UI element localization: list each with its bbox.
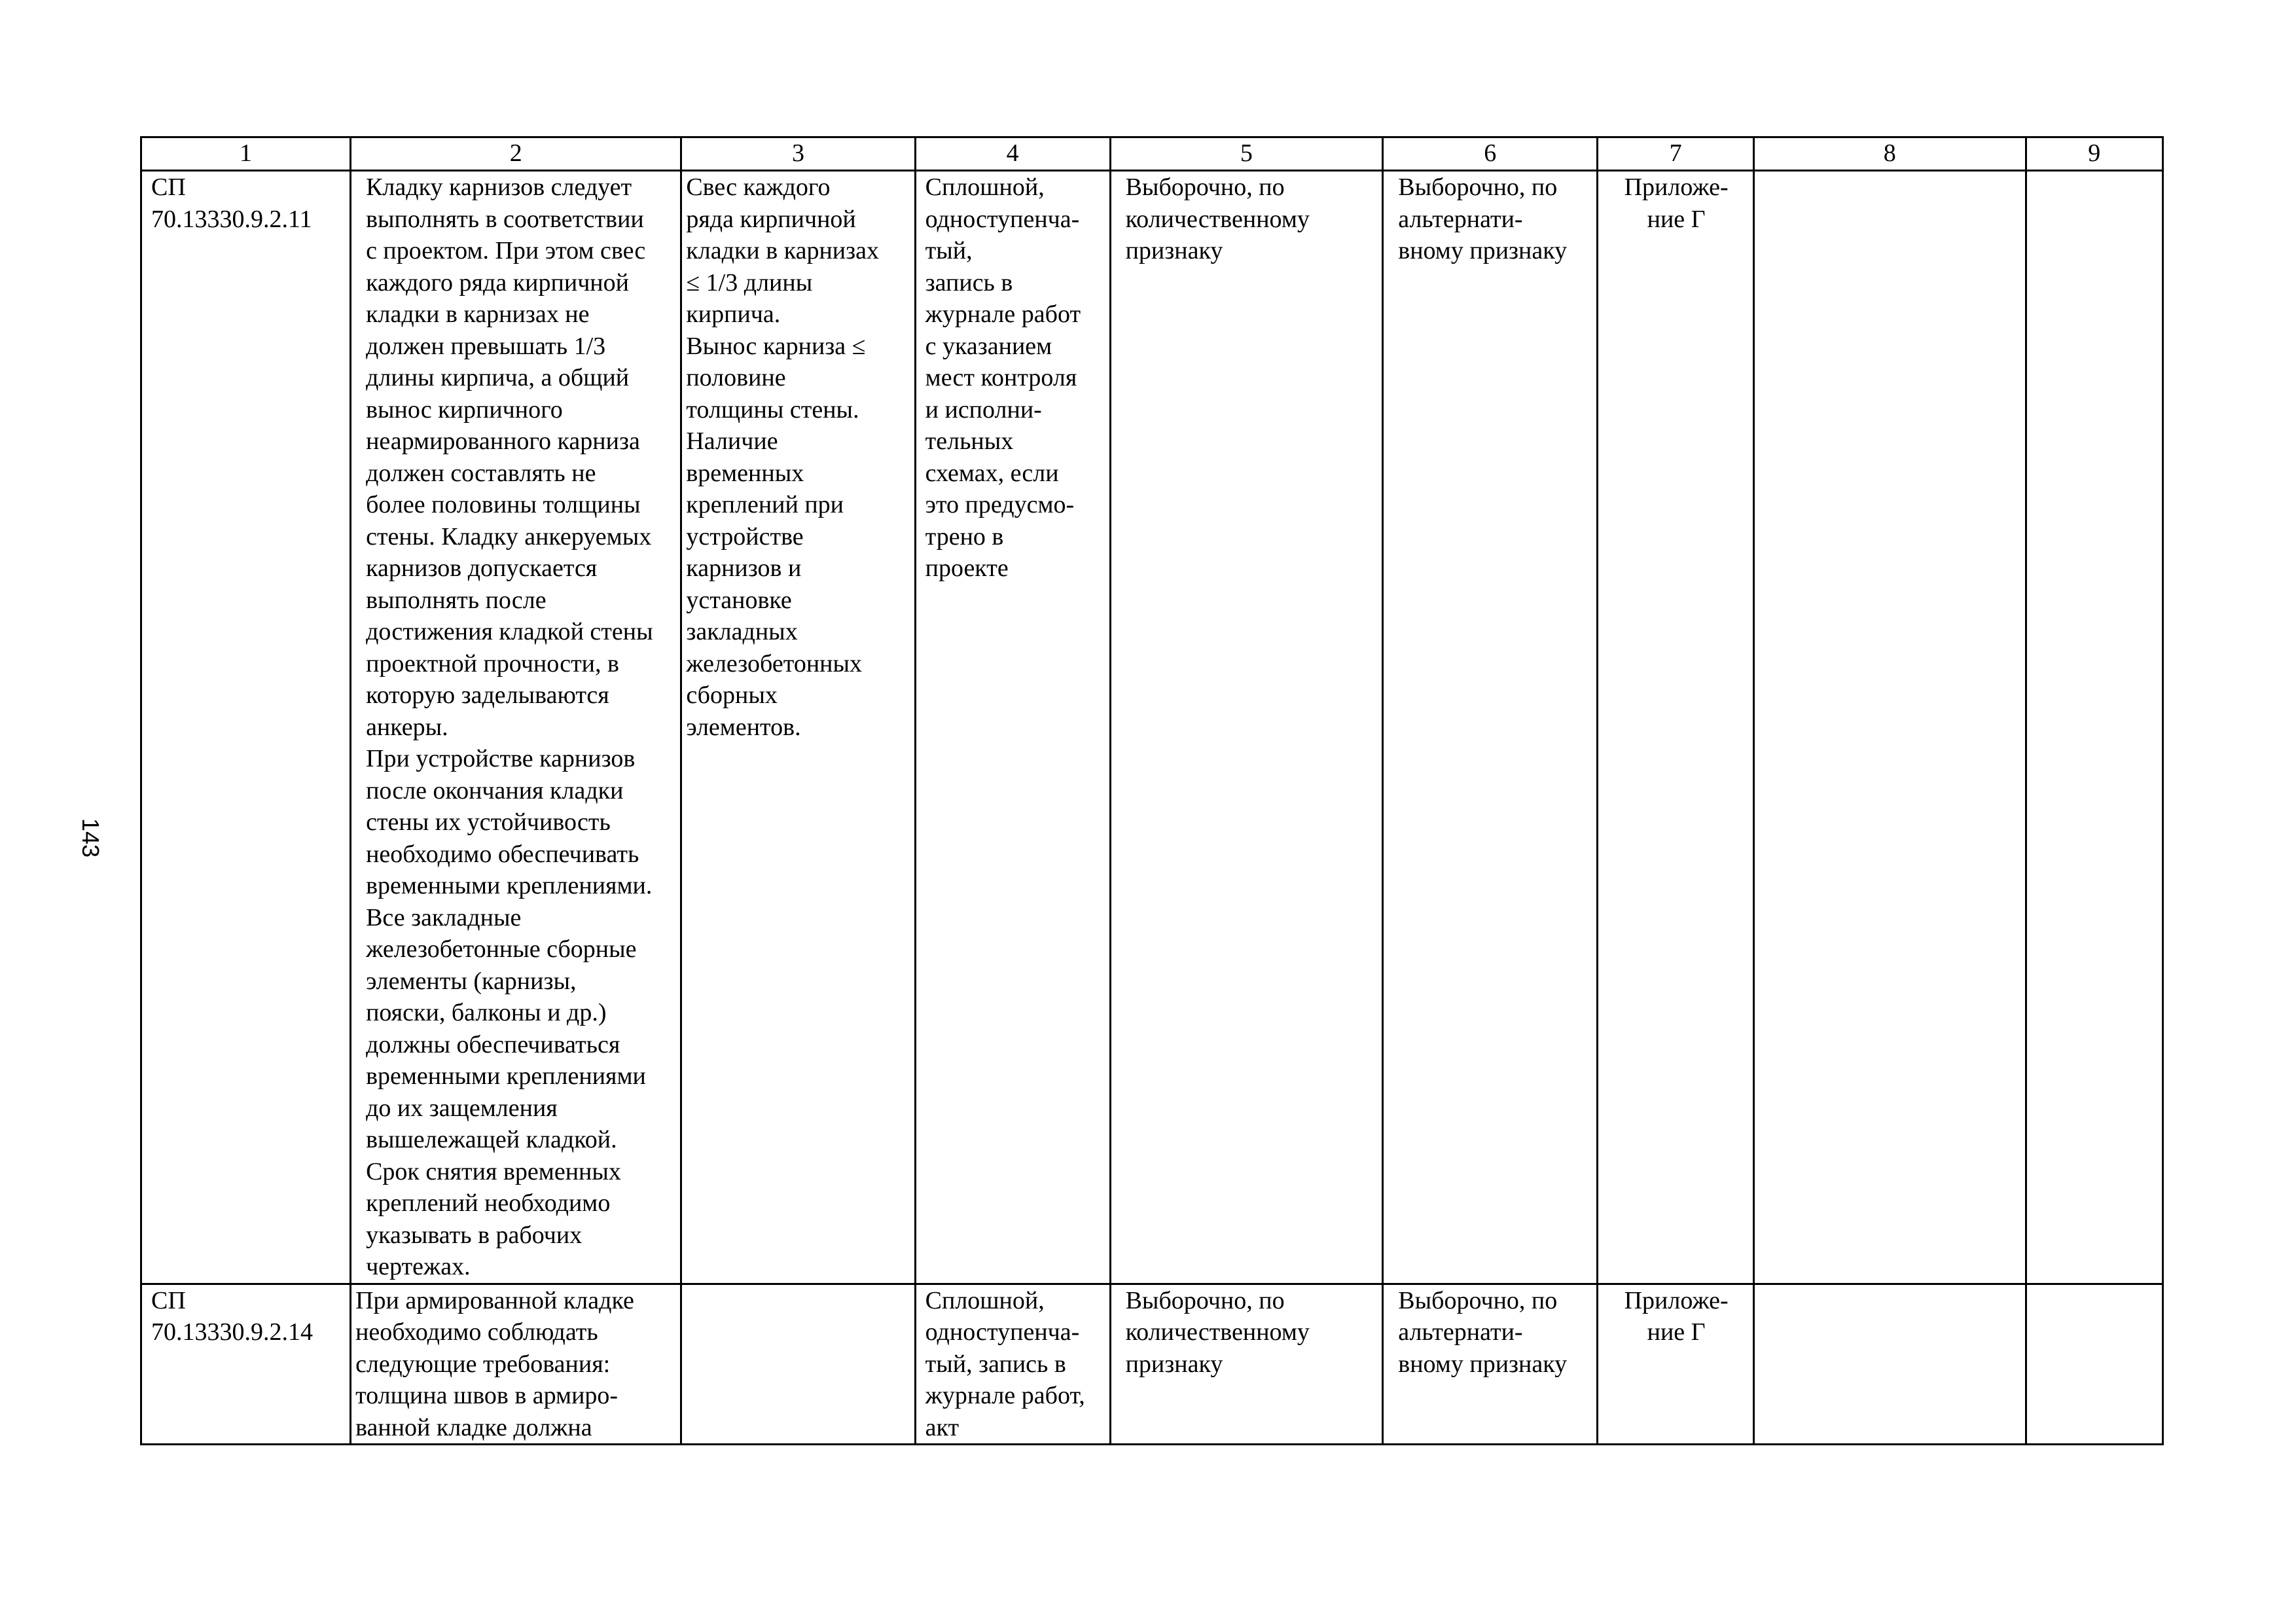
cell-text: При армированной кладке необходимо соблюдать следующие требования: толщина швов в армиро- ванной кладке должна <box>355 1286 634 1441</box>
requirements-table <box>140 136 2164 1445</box>
cell-text: Выборочно, по количественному признаку <box>1125 173 1310 264</box>
cell-col-9 <box>2026 1284 2162 1445</box>
column-header-5: 5 <box>1110 137 1383 171</box>
column-header-7: 7 <box>1598 137 1754 171</box>
cell-text: Сплошной, одноступенча- тый, запись в журнале работ, акт <box>925 1286 1085 1441</box>
cell-text: Выборочно, по альтернати- вному признаку <box>1398 173 1568 264</box>
column-header-9: 9 <box>2026 137 2162 171</box>
column-header-4: 4 <box>915 137 1110 171</box>
cell-text: Выборочно, по альтернати- вному признаку <box>1398 1286 1568 1378</box>
column-header-2: 2 <box>351 137 681 171</box>
cell-sampling-1 <box>1110 171 1383 1284</box>
cell-col-9 <box>2026 171 2162 1284</box>
cell-appendix <box>1598 1284 1754 1445</box>
cell-col-8 <box>1753 171 2026 1284</box>
cell-sampling-2 <box>1383 171 1598 1284</box>
cell-text: Кладку карнизов следует выполнять в соответствии с проектом. При этом свес каждого ряда кирпичной кладки в карнизах не должен превышать 1/3 длины кирпича, а общий вынос кирпичного неармированного карниза должен составлять не более половины толщины стены. Кладку анкеруемых карнизов допускается выполнять после достижения кладкой стены проектной прочности, в которую заделываются анкеры. При устройстве карнизов после окончания кладки стены их устойчивость необходимо обеспечивать временными креплениями. Все закладные железобетонные сборные элементы (карнизы, пояски, балконы и др.) должны обеспечиваться временными креплениями до их защемления вышележащей кладкой. Срок снятия временных креплений необходимо указывать в рабочих чертежах. <box>366 173 653 1280</box>
column-header-3: 3 <box>681 137 915 171</box>
column-header-6: 6 <box>1383 137 1598 171</box>
cell-sampling-1 <box>1110 1284 1383 1445</box>
cell-requirement <box>351 1284 681 1445</box>
cell-text: СП 70.13330.9.2.11 <box>151 173 312 233</box>
cell-text: Свес каждого ряда кирпичной кладки в карнизах ≤ 1/3 длины кирпича. Вынос карниза ≤ половине толщины стены. Наличие временных креплений при устройстве карнизов и установке закладных железобетонных сборных элементов. <box>686 173 879 741</box>
cell-text: Приложе- ние Г <box>1624 1286 1729 1346</box>
table-row <box>141 1284 2163 1445</box>
cell-requirement <box>351 171 681 1284</box>
cell-sampling-2 <box>1383 1284 1598 1445</box>
column-header-1: 1 <box>141 137 351 171</box>
cell-controlled-parameter <box>681 171 915 1284</box>
page-number: 143 <box>77 818 104 858</box>
cell-controlled-parameter <box>681 1284 915 1445</box>
cell-text: Приложе- ние Г <box>1624 173 1729 233</box>
cell-standard-ref <box>141 171 351 1284</box>
cell-control-method <box>915 1284 1110 1445</box>
cell-appendix <box>1598 171 1754 1284</box>
table-row <box>141 171 2163 1284</box>
header-row <box>141 137 2163 171</box>
cell-col-8 <box>1753 1284 2026 1445</box>
column-header-8: 8 <box>1753 137 2026 171</box>
cell-standard-ref <box>141 1284 351 1445</box>
cell-control-method <box>915 171 1110 1284</box>
cell-text: Сплошной, одноступенча- тый, запись в журнале работ с указанием мест контроля и исполни- тельных схемах, если это предусмо- трено в проекте <box>925 173 1081 582</box>
cell-text: Выборочно, по количественному признаку <box>1125 1286 1310 1378</box>
cell-text: СП 70.13330.9.2.14 <box>151 1286 313 1346</box>
